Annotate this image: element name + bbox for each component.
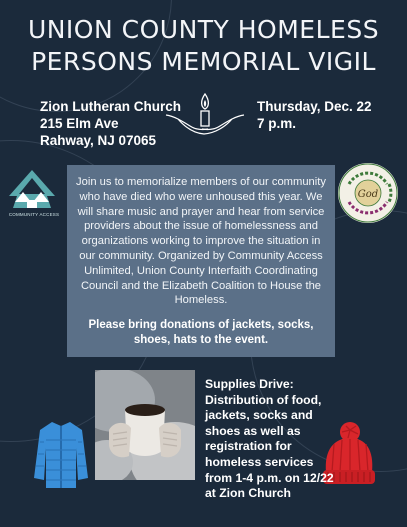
venue-address [40,98,181,149]
supplies-drive-info: Supplies Drive: Distribution of food, jackets, socks and shoes as well as registration for homeless services from 1-4 p.m. on 12/22 at Zion Church [205,377,334,501]
venue-city: Rahway, NJ 07065 [40,133,157,148]
event-date-time [257,98,372,132]
event-date: Thursday, Dec. 22 [257,99,372,114]
interfaith-seal-logo [337,162,399,224]
seal-center-text: God [357,189,379,200]
venue-street: 215 Elm Ave [40,116,119,131]
event-time: 7 p.m. [257,116,297,131]
jacket-icon [32,418,90,490]
mug-photo [95,370,195,480]
event-title [0,14,407,78]
donation-request: Please bring donations of jackets, socks, shoes, hats to the event. [88,319,314,347]
title-line-2: PERSONS MEMORIAL VIGIL [31,47,376,76]
title-line-1: UNION COUNTY HOMELESS [27,15,380,44]
event-description-panel [67,165,335,357]
candle-hands-icon [164,88,246,138]
event-description: Join us to memorialize members of our community who have died who were unhoused this year. We will share music and prayer and hear from service providers about the issue of homelessness and organizations working to improve the situation in our community. Organized by Community Access Unlimited, Union County Interfaith Coordinating Council and the Elizabeth Coalition to House the Homeless. [76,176,326,307]
venue-name: Zion Lutheran Church [40,99,181,114]
community-access-logo-text: COMMUNITY ACCESS [8,212,60,217]
